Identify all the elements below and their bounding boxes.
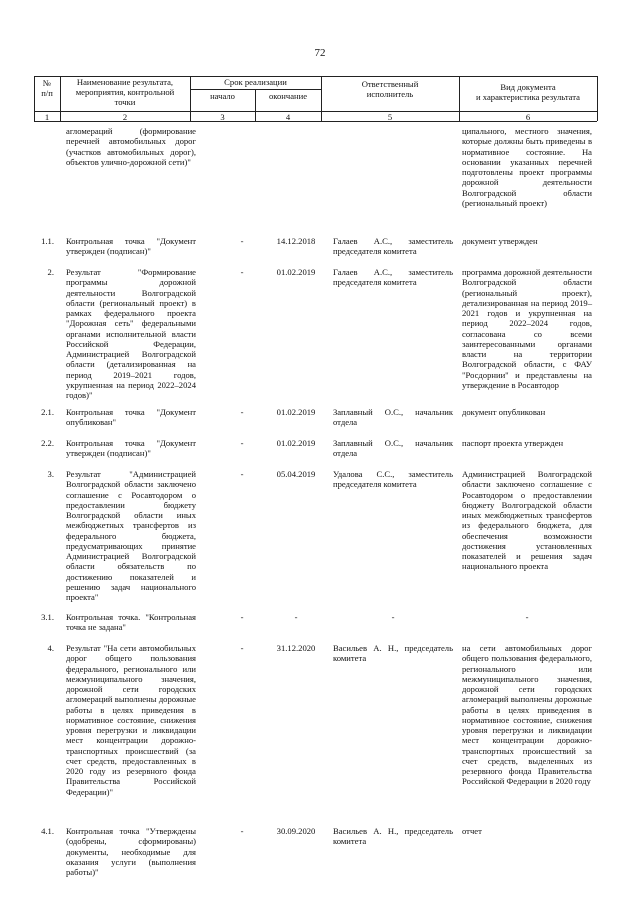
- header-name: Наименование результата, мероприятия, контрольной точки: [75, 77, 175, 107]
- responsible-person: Заплавный О.С., начальник отдела: [333, 438, 453, 459]
- end-date: 01.02.2019: [276, 267, 316, 277]
- result-name: Результат "Формирование программы дорожной деятельности Волгоградской области (региональный проект) в рамках федерального проекта "Дорожная сеть" федеральными органами исполнительной власти Российской Федерации, Администрацией Волгоградской области (детализированная на период 2019–2021 годов, укрупненная на период 2022–2024 годов)": [66, 267, 196, 400]
- header-start: начало: [210, 91, 235, 101]
- header-index: 3: [220, 112, 225, 122]
- document-description: отчет: [462, 826, 482, 836]
- end-date: -: [294, 612, 298, 622]
- end-date: 05.04.2019: [276, 469, 316, 479]
- row-number: 2.1.: [41, 407, 54, 417]
- start-date: -: [240, 643, 244, 653]
- start-date: -: [240, 469, 244, 479]
- header-index: 2: [122, 112, 128, 122]
- row-number: 1.1.: [41, 236, 54, 246]
- document-description: Администрацией Волгоградской области заключено соглашение с Росавтодором о предоставлении бюджету Волгоградской области иных межбюджетных трансфертов из федерального бюджета, для обеспечения возможности достижения установленных показателей и решения задач национального проекта: [462, 469, 592, 572]
- start-date: -: [240, 438, 244, 448]
- header-document: Вид документа и характеристика результата: [476, 82, 580, 102]
- document-description: документ опубликован: [462, 407, 546, 417]
- document-description: паспорт проекта утвержден: [462, 438, 564, 448]
- end-date: 30.09.2020: [276, 826, 316, 836]
- responsible-person: Васильев А. Н., председатель комитета: [333, 826, 453, 847]
- result-name: Контрольная точка. "Контрольная точка не задана": [66, 612, 196, 633]
- header-index: 1: [44, 112, 50, 122]
- start-date: -: [240, 612, 244, 622]
- header-responsible: Ответственный исполнитель: [361, 79, 419, 99]
- table-header: [34, 76, 597, 121]
- document-description: на сети автомобильных дорог общего пользования федерального, регионального или межмуниципального значения, дорожной сети городских агломераций выполнены дорожные работы в целях приведения в нормативное состояние, снижения уровня перегрузки и ликвидации мест концентрации дорожно-транспортных происшествий за счет средств, выделенных из резервного фонда Правительства Российской Федерации в 2020 году: [462, 643, 592, 787]
- document-description: документ утвержден: [462, 236, 538, 246]
- row-number: 3.1.: [41, 612, 54, 622]
- responsible-person: Заплавный О.С., начальник отдела: [333, 407, 453, 428]
- row-number: 2.: [47, 267, 54, 277]
- result-name: Контрольная точка "Документ утвержден (подписан)": [66, 438, 196, 459]
- end-date: 01.02.2019: [276, 438, 316, 448]
- header-term: Срок реализации: [224, 77, 287, 87]
- row-number: 3.: [47, 469, 54, 479]
- responsible-person: Галаев А.С., заместитель председателя комитета: [333, 267, 453, 288]
- row-number: 2.2.: [41, 438, 54, 448]
- responsible-person: -: [391, 612, 395, 622]
- result-name: Результат "Администрацией Волгоградской области заключено соглашение с Росавтодором о предоставлении бюджету Волгоградской области иных межбюджетных трансфертов из федерального бюджета, предусматривающих принятие Администрацией Волгоградской области обязательств по достижению показателей и решению задач национального проекта": [66, 469, 196, 602]
- responsible-person: Удалова С.С., заместитель председателя комитета: [333, 469, 453, 490]
- end-date: 14.12.2018: [276, 236, 316, 246]
- end-date: 01.02.2019: [276, 407, 316, 417]
- page-number: 72: [314, 47, 326, 59]
- result-name: Контрольная точка "Документ утвержден (подписан)": [66, 236, 196, 257]
- header-index: 4: [285, 112, 291, 122]
- start-date: -: [240, 826, 244, 836]
- result-name: Контрольная точка "Документ опубликован": [66, 407, 196, 428]
- header-index: 6: [525, 112, 531, 122]
- header-number: № п/п: [41, 78, 53, 98]
- document-description: -: [525, 612, 529, 622]
- result-name: Контрольная точка "Утверждены (одобрены, сформированы) документы, необходимые для оказания услуги (выполнения работы)": [66, 826, 196, 877]
- header-index: 5: [387, 112, 393, 122]
- start-date: -: [240, 407, 244, 417]
- header-end: окончание: [268, 91, 308, 101]
- result-name: Результат "На сети автомобильных дорог общего пользования федерального, регионального или межмуниципального значения, дорожной сети городских агломераций выполнены дорожные работы в целях приведения в нормативное состояние, снижения уровня перегрузки и ликвидации мест концентрации дорожно-транспортных происшествий (за счет средств, предоставленных в 2020 году из резервного фонда Правительства Российской Федерации)": [66, 643, 196, 797]
- result-name: агломераций (формирование перечней автомобильных дорог (участков автомобильных дорог), объектов улично-дорожной сети)": [66, 126, 196, 167]
- end-date: 31.12.2020: [276, 643, 316, 653]
- start-date: -: [240, 267, 244, 277]
- row-number: 4.: [47, 643, 54, 653]
- start-date: -: [240, 236, 244, 246]
- responsible-person: Васильев А. Н., председатель комитета: [333, 643, 453, 664]
- responsible-person: Галаев А.С., заместитель председателя комитета: [333, 236, 453, 257]
- document-description: ципального, местного значения, которые должны быть приведены в нормативное состояние. На основании указанных перечней подготовлены проект программы дорожной деятельности Волгоградской области (региональный проект): [462, 126, 592, 208]
- document-description: программа дорожной деятельности Волгоградской области (региональный проект), детализированная на период 2019–2021 годов и укрупненная на период 2022–2024 годов, согласована со всеми заинтересованными органами власти на территории Волгоградской области, с ФАУ "Росдорнии" и представлены на утверждение в Росавтодор: [462, 267, 592, 390]
- row-number: 4.1.: [41, 826, 54, 836]
